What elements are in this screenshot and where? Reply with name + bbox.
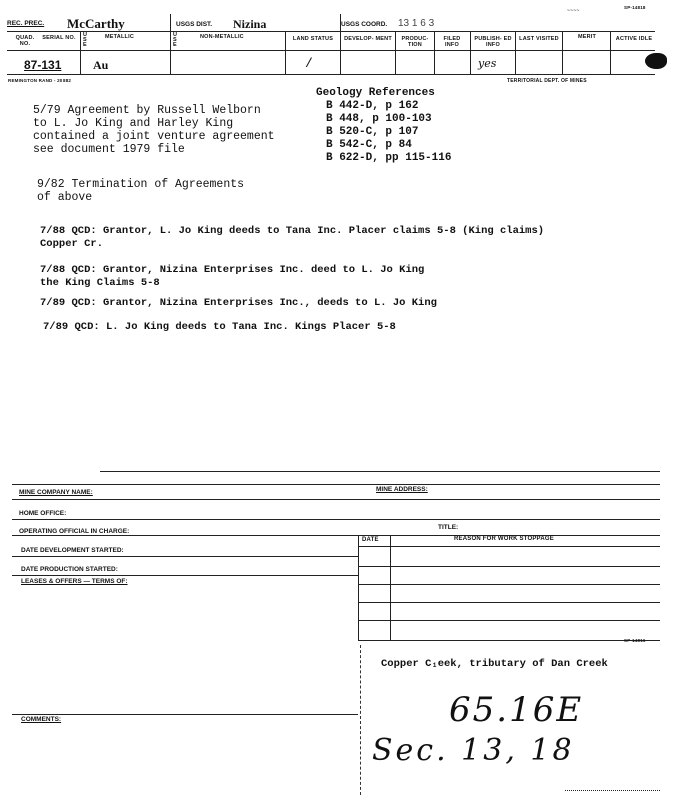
department-label: TERRITORIAL DEPT. OF MINES: [507, 78, 587, 84]
metallic-value: Au: [93, 58, 109, 72]
note-line: see document 1979 file: [33, 143, 185, 156]
col-production: PRODUC- TION: [401, 36, 429, 48]
qcd-line: 7/89 QCD: Grantor, Nizina Enterprises Inc., deeds to L. Jo King: [40, 297, 437, 309]
qcd-entry: [40, 297, 437, 310]
qcd-line: 7/88 QCD: Grantor, Nizina Enterprises Inc. deed to L. Jo King: [40, 264, 425, 276]
note-line: of above: [37, 191, 93, 204]
col-merit: MERIT: [577, 34, 597, 40]
qcd-line: 7/89 QCD: L. Jo King deeds to Tana Inc. Kings Placer 5-8: [43, 321, 396, 333]
col-serial-no: SERIAL NO.: [42, 35, 76, 41]
date-development-label: DATE DEVELOPMENT STARTED:: [21, 547, 124, 554]
usgs-dist-value: Nizina: [233, 17, 267, 31]
leases-offers-label: LEASES & OFFERS — TERMS OF:: [21, 578, 128, 585]
note-line: to L. Jo King and Harley King: [33, 117, 234, 130]
col-active-idle: ACTIVE IDLE: [615, 36, 653, 42]
usgs-dist-label: USGS DIST.: [176, 21, 213, 28]
note-line: 5/79 Agreement by Russell Welborn: [33, 104, 261, 117]
col-published-info: PUBLISH- ED INFO: [474, 36, 512, 48]
top-scrawl: ~~~~: [567, 8, 580, 14]
printer-note: REMINGTON RAND - 20: [8, 78, 63, 83]
col-filed-info: FILED INFO: [443, 36, 461, 48]
date-production-label: DATE PRODUCTION STARTED:: [21, 566, 118, 573]
geology-title: Geology References: [316, 87, 435, 99]
operating-official-label: OPERATING OFFICIAL IN CHARGE:: [19, 528, 130, 535]
geology-ref: B 442-D, p 162: [326, 100, 419, 112]
rec-prec-value: McCarthy: [67, 16, 125, 31]
geology-ref: B 622-D, pp 115-116: [326, 152, 452, 164]
geology-ref: B 520-C, p 107: [326, 126, 419, 138]
geology-ref: B 542-C, p 84: [326, 139, 412, 151]
title-label: TITLE:: [438, 524, 459, 531]
qcd-line: 7/88 QCD: Grantor, L. Jo King deeds to Tana Inc. Placer claims 5-8 (King claims): [40, 225, 545, 237]
usgs-coord-label: USGS COORD.: [341, 21, 388, 28]
qcd-entry: [40, 225, 544, 251]
col-development: DEVELOP- MENT: [344, 36, 392, 42]
comments-label: COMMENTS:: [21, 716, 62, 723]
termination-note: [37, 178, 244, 204]
published-info-value: yes: [478, 57, 497, 70]
col-land-status: LAND STATUS: [292, 36, 334, 42]
date-column-label: DATE: [362, 537, 379, 543]
geology-references: [316, 87, 451, 165]
col-use-nonmetallic: U S E: [173, 32, 178, 48]
handwritten-code: 65.16E: [449, 690, 584, 730]
mine-address-label: MINE ADDRESS:: [376, 486, 428, 493]
col-last-visited: LAST VISITED: [519, 36, 559, 42]
geology-ref: B 448, p 100-103: [326, 113, 432, 125]
usgs-coord-value: 13 1 6 3: [398, 18, 435, 29]
qcd-line: Copper Cr.: [40, 238, 104, 250]
note-line: contained a joint venture agreement: [33, 130, 275, 143]
col-metallic: METALLIC: [105, 34, 134, 40]
form-code-top: SP-14818: [624, 5, 646, 10]
quad-serial-value: 87-131: [24, 58, 62, 72]
printer-code: 882: [63, 78, 72, 83]
handwritten-section: Sec. 13, 18: [372, 733, 575, 768]
agreement-note: [33, 104, 275, 156]
qcd-entry: [40, 264, 424, 290]
ink-blot: [645, 53, 667, 69]
col-use-metallic: U S E: [83, 32, 88, 48]
land-status-value: /: [305, 56, 313, 71]
qcd-line: the King Claims 5-8: [40, 277, 160, 289]
rec-prec-label: REC. PREC.: [7, 20, 45, 27]
location-note: Copper C₁eek, tributary of Dan Creek: [381, 658, 608, 670]
qcd-entry: [43, 321, 396, 334]
form-code-bottom: SP-14816: [624, 638, 646, 643]
note-line: 9/82 Termination of Agreements: [37, 178, 245, 191]
reason-column-label: REASON FOR WORK STOPPAGE: [454, 536, 554, 542]
col-quad-no: QUAD. NO.: [15, 35, 35, 47]
mine-company-name-label: MINE COMPANY NAME:: [19, 489, 93, 496]
col-nonmetallic: NON-METALLIC: [200, 34, 244, 40]
home-office-label: HOME OFFICE:: [19, 510, 67, 517]
comments-divider: [360, 645, 361, 795]
